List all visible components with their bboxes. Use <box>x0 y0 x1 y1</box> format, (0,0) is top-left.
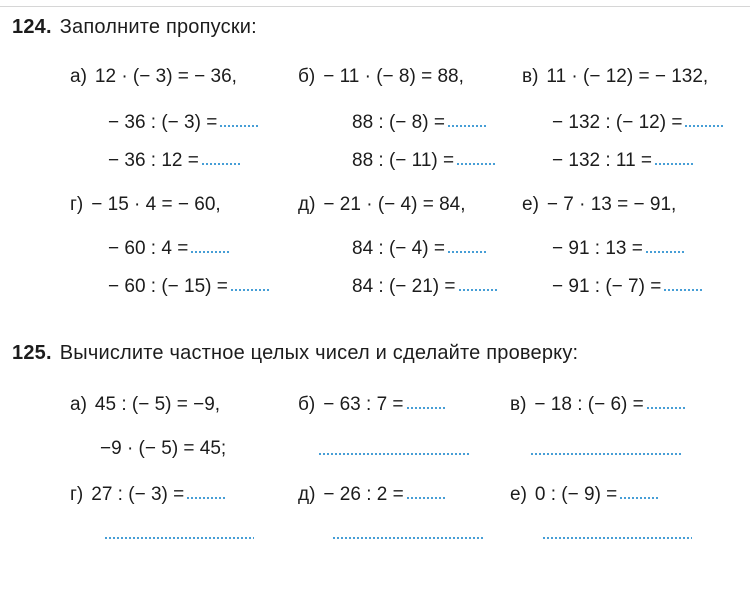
ex125-a-value: 45 : (− 5) = −9, <box>94 394 221 415</box>
ex124-b-given <box>298 64 464 90</box>
ex125-e-value: 0 : (− 9) = <box>534 484 618 505</box>
ex124-d-given <box>298 192 465 218</box>
answer-blank[interactable] <box>619 496 659 500</box>
ex125-b-expr <box>298 392 446 418</box>
ex124-e-given <box>522 192 676 218</box>
exercise-125-number: 125. <box>12 342 52 364</box>
answer-blank[interactable] <box>684 124 724 128</box>
answer-blank[interactable] <box>654 162 694 166</box>
ex124-d-q2 <box>352 274 498 300</box>
ex125-a-check-text: −9 · (− 5) = 45; <box>100 438 227 459</box>
ex125-d-expr <box>298 482 446 508</box>
answer-blank[interactable] <box>447 124 487 128</box>
answer-blank[interactable] <box>406 406 446 410</box>
ex124-e-label: е) <box>522 194 539 215</box>
answer-blank[interactable] <box>230 288 270 292</box>
page-top-border <box>0 6 750 7</box>
ex124-v-q1 <box>552 110 724 136</box>
answer-blank[interactable] <box>663 288 703 292</box>
answer-blank[interactable] <box>458 288 498 292</box>
ex124-g-given <box>70 192 221 218</box>
answer-blank[interactable] <box>447 250 487 254</box>
ex124-b-line3: 88 : (− 11) = <box>352 150 455 171</box>
ex125-v-label: в) <box>510 394 527 415</box>
ex125-a-check <box>100 436 226 462</box>
ex124-g-q1 <box>108 236 230 262</box>
ex124-d-line1: − 21 · (− 4) = 84, <box>323 194 466 215</box>
answer-blank[interactable] <box>190 250 230 254</box>
ex125-a-label: а) <box>70 394 87 415</box>
ex124-b-line1: − 11 · (− 8) = 88, <box>323 66 464 87</box>
ex125-b-label: б) <box>298 394 316 415</box>
ex125-g-expr <box>70 482 226 508</box>
check-line[interactable] <box>318 452 470 456</box>
ex124-d-line2: 84 : (− 4) = <box>352 238 445 259</box>
check-line[interactable] <box>104 536 254 540</box>
ex124-v-line2: − 132 : (− 12) = <box>552 112 683 133</box>
ex125-d-label: д) <box>298 484 316 505</box>
ex124-v-line3: − 132 : 11 = <box>552 150 653 171</box>
ex125-v-value: − 18 : (− 6) = <box>534 394 644 415</box>
answer-blank[interactable] <box>645 250 685 254</box>
ex124-b-label: б) <box>298 66 316 87</box>
ex125-b-value: − 63 : 7 = <box>323 394 404 415</box>
ex124-d-label: д) <box>298 194 316 215</box>
ex124-e-q1 <box>552 236 685 262</box>
answer-blank[interactable] <box>219 124 259 128</box>
ex125-d-value: − 26 : 2 = <box>323 484 404 505</box>
exercise-125-title: Вычислите частное целых чисел и сделайте проверку: <box>59 342 579 364</box>
ex124-d-q1 <box>352 236 487 262</box>
ex124-a-q2 <box>108 148 241 174</box>
answer-blank[interactable] <box>406 496 446 500</box>
ex125-a-expr <box>70 392 220 418</box>
ex124-e-line2: − 91 : 13 = <box>552 238 643 259</box>
ex125-g-value: 27 : (− 3) = <box>91 484 185 505</box>
answer-blank[interactable] <box>646 406 686 410</box>
exercise-124-heading <box>12 16 257 39</box>
ex124-a-line2: − 36 : (− 3) = <box>108 112 218 133</box>
ex124-a-given <box>70 64 237 90</box>
check-line[interactable] <box>542 536 692 540</box>
ex125-e-label: е) <box>510 484 527 505</box>
answer-blank[interactable] <box>186 496 226 500</box>
exercise-125-heading <box>12 342 578 365</box>
exercise-124-title: Заполните пропуски: <box>59 16 257 38</box>
ex124-v-label: в) <box>522 66 539 87</box>
ex124-v-q2 <box>552 148 694 174</box>
check-line[interactable] <box>530 452 682 456</box>
ex124-b-q2 <box>352 148 496 174</box>
ex124-b-line2: 88 : (− 8) = <box>352 112 445 133</box>
ex124-d-line3: 84 : (− 21) = <box>352 276 456 297</box>
ex124-g-line1: − 15 · 4 = − 60, <box>91 194 221 215</box>
ex124-g-q2 <box>108 274 270 300</box>
ex125-v-expr <box>510 392 686 418</box>
ex124-v-line1: 11 · (− 12) = − 132, <box>546 66 709 87</box>
check-line[interactable] <box>332 536 484 540</box>
ex124-b-q1 <box>352 110 487 136</box>
ex125-e-expr <box>510 482 659 508</box>
ex124-e-line3: − 91 : (− 7) = <box>552 276 662 297</box>
ex125-g-label: г) <box>70 484 84 505</box>
ex124-g-line3: − 60 : (− 15) = <box>108 276 228 297</box>
ex124-a-q1 <box>108 110 259 136</box>
exercise-124-number: 124. <box>12 16 52 38</box>
ex124-a-label: а) <box>70 66 87 87</box>
answer-blank[interactable] <box>456 162 496 166</box>
ex124-g-label: г) <box>70 194 84 215</box>
answer-blank[interactable] <box>201 162 241 166</box>
ex124-v-given <box>522 64 708 90</box>
ex124-a-line1: 12 · (− 3) = − 36, <box>94 66 237 87</box>
ex124-e-q2 <box>552 274 703 300</box>
ex124-g-line2: − 60 : 4 = <box>108 238 189 259</box>
ex124-a-line3: − 36 : 12 = <box>108 150 199 171</box>
ex124-e-line1: − 7 · 13 = − 91, <box>546 194 677 215</box>
